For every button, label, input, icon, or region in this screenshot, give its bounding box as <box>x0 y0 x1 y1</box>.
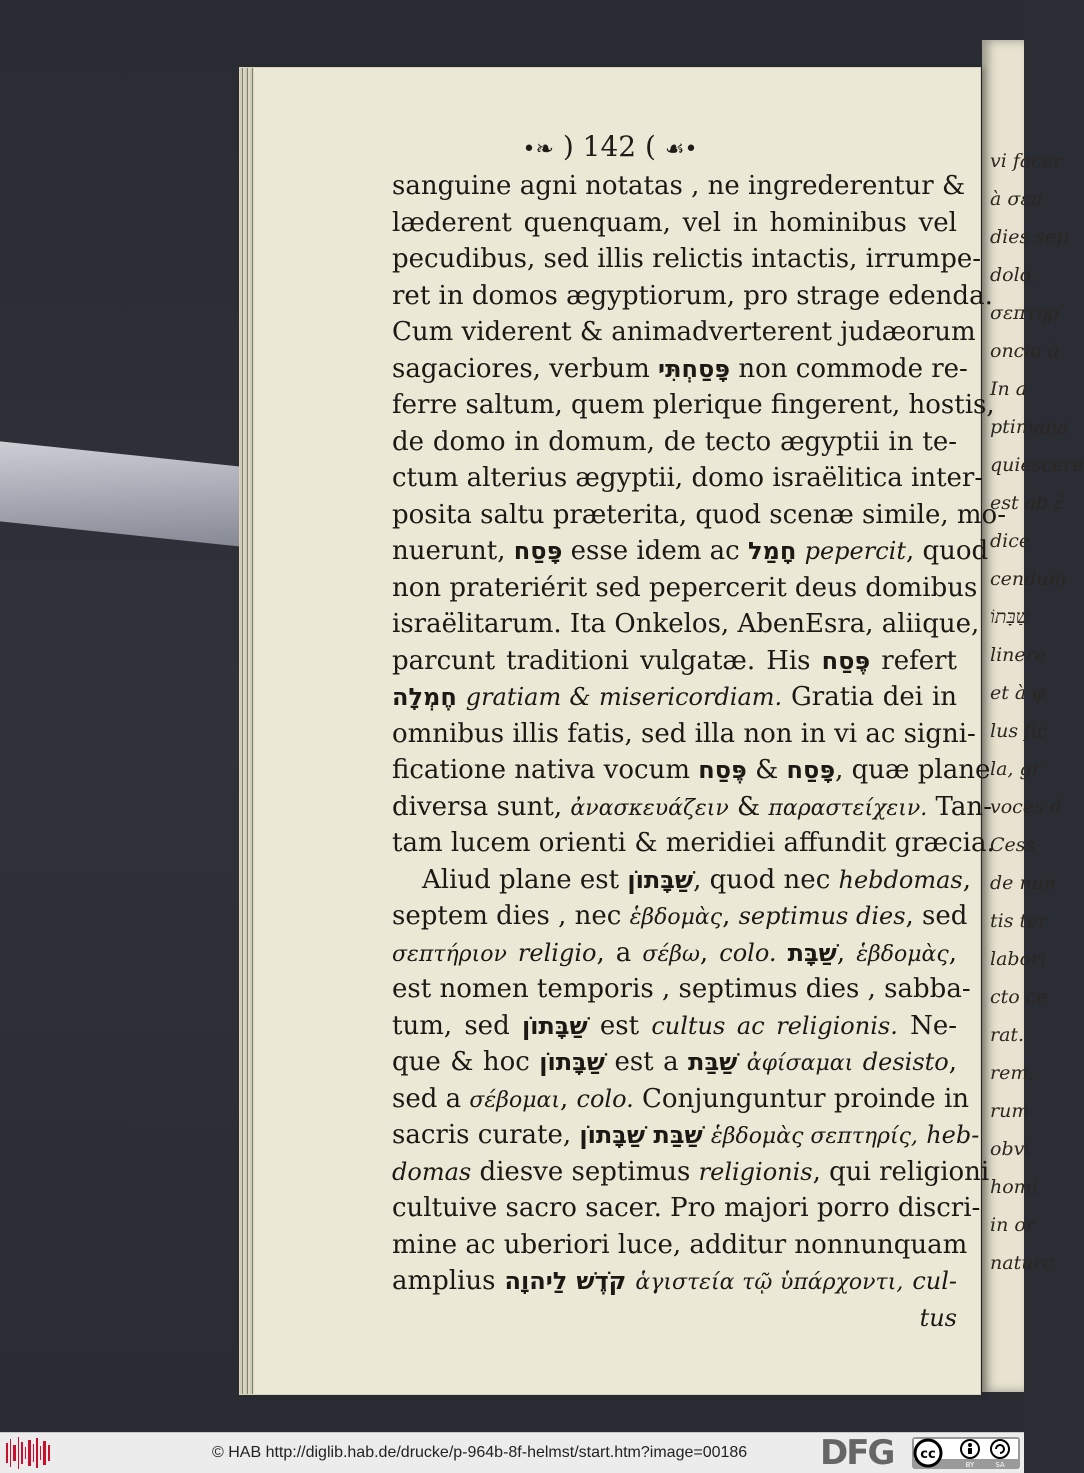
facing-page-fragment: Cess <box>990 834 1036 856</box>
text-line <box>392 1154 990 1191</box>
text-run: israëlitarum. Ita Onkelos, AbenEsra, aliique, <box>392 609 980 639</box>
text-run: , <box>948 1047 957 1077</box>
text-run <box>853 1047 862 1077</box>
hebrew-word: שַׁבָּתוֹן <box>539 1048 605 1076</box>
text-line <box>392 643 957 680</box>
greek-word: σέβομαι <box>469 1087 560 1113</box>
italic-text: domas <box>392 1157 472 1186</box>
text-line <box>392 533 989 570</box>
text-line <box>392 1190 981 1227</box>
text-run: , a <box>596 937 643 968</box>
text-run: Tan- <box>927 791 992 822</box>
italic-text: septimus dies <box>738 902 906 930</box>
text-run: , sed <box>905 901 968 931</box>
facing-page <box>982 40 1084 1392</box>
italic-text: colo. <box>576 1084 634 1113</box>
facing-page-fragment: est ab ε̉ <box>990 492 1065 514</box>
greek-word: σέβω <box>642 941 700 967</box>
text-line <box>392 424 957 461</box>
text-line <box>392 1227 968 1264</box>
facing-page-fragment: In a <box>990 378 1028 400</box>
text-run: ficatione nativa vocum <box>392 755 699 785</box>
hebrew-word: שַׁבַּת שַׁבָּתוֹן <box>579 1121 703 1149</box>
text-run: , <box>559 1083 577 1114</box>
cc-license-icon[interactable] <box>912 1437 1020 1469</box>
text-run <box>903 1266 912 1296</box>
facing-page-fragment: la, gr <box>990 758 1041 780</box>
text-run <box>507 938 518 968</box>
facing-page-fragment: et à φ <box>990 682 1046 704</box>
text-run: est a <box>604 1047 689 1077</box>
text-run: sagaciores, verbum <box>392 353 659 384</box>
hebrew-word: פֶּסַח <box>821 646 871 675</box>
facing-page-fragment: voces d <box>990 796 1063 818</box>
facing-page-fragment: à σεπ <box>990 188 1044 210</box>
text-run: sanguine agni notatas , ne ingrederentur & <box>392 171 966 201</box>
text-run <box>626 1266 635 1296</box>
greek-word: ἀφίσαμαι <box>746 1051 854 1076</box>
text-run: ctum alterius ægyptii, domo israëlitica inter- <box>392 463 984 493</box>
text-line <box>392 570 978 607</box>
text-run: sed a <box>392 1083 470 1114</box>
italic-text: heb- <box>926 1121 980 1149</box>
facing-page-fragment: obvi <box>990 1138 1031 1160</box>
facing-page-fragment: in or <box>990 1214 1035 1236</box>
facing-page-fragment: labori <box>990 948 1047 970</box>
text-line <box>392 168 966 205</box>
text-line <box>392 825 995 862</box>
text-run: diversa sunt, <box>392 791 571 822</box>
text-run: posita saltu præterita, quod scenæ simile, mo- <box>392 499 1006 530</box>
text-run: Aliud plane est <box>422 864 628 895</box>
hab-barcode-logo[interactable] <box>6 1437 50 1469</box>
dfg-logo[interactable]: DFG <box>820 1433 894 1473</box>
facing-page-fragment: rem, <box>990 1062 1035 1084</box>
text-run <box>703 1120 711 1150</box>
facing-page-fragment: dies sep <box>990 226 1069 248</box>
text-line <box>392 971 971 1008</box>
facing-page-fragment: ptimana <box>990 416 1069 438</box>
text-line <box>392 1263 957 1300</box>
text-run: cultuive sacro sacer. Pro majori porro discri- <box>392 1193 981 1223</box>
text-run: Conjunguntur proinde in <box>633 1083 970 1114</box>
page-number-header <box>240 130 980 163</box>
copyright-url[interactable]: © HAB http://diglib.hab.de/drucke/p-964b-8f-helmst/start.htm?image=00186 <box>212 1444 748 1461</box>
facing-page-fragment: homi <box>990 1176 1038 1198</box>
text-run: diesve septimus <box>471 1156 699 1187</box>
facing-page-fragment: dice <box>990 530 1031 552</box>
text-line <box>392 387 995 424</box>
hebrew-word: פָּסַח <box>786 756 836 784</box>
text-line <box>392 606 980 643</box>
text-run: , <box>722 901 739 931</box>
text-line <box>392 1044 957 1081</box>
text-run: & <box>746 755 787 785</box>
text-line <box>392 278 993 315</box>
text-line <box>392 314 976 351</box>
text-run: , <box>699 937 720 968</box>
greek-word: ἁγιστεία τῷ ὑπάρχοντι, <box>635 1270 904 1295</box>
text-run: tum, sed <box>392 1010 522 1041</box>
italic-text: hebdomas <box>838 865 963 894</box>
text-run <box>457 682 466 712</box>
facing-page-fragment: lus fic <box>990 720 1048 742</box>
text-run <box>796 536 804 566</box>
hebrew-word: שַׁבָּתוֹן <box>627 865 694 894</box>
hebrew-word: שַׁבַּת <box>688 1048 738 1076</box>
text-run: , <box>962 864 971 895</box>
text-run: amplius <box>392 1266 505 1296</box>
italic-text: cultus ac religionis. <box>651 1011 898 1040</box>
text-run: nuerunt, <box>392 536 514 566</box>
text-run <box>777 938 788 968</box>
facing-page-fragment: שַׁבָּתוֹ <box>990 606 1030 628</box>
text-line <box>392 898 968 935</box>
text-run: Cum viderent & animadverterent judæorum <box>392 317 976 347</box>
greek-word: παραστείχειν. <box>768 795 928 821</box>
viewer-footer <box>0 1432 1024 1473</box>
facing-page-fragment: dolo. <box>990 264 1037 286</box>
facing-page-fragment: tis ter <box>990 910 1048 932</box>
page-number: ) 142 ( <box>562 130 656 163</box>
facing-page-fragment: naturc <box>990 1252 1054 1274</box>
facing-page-fragment: linere <box>990 644 1046 666</box>
text-run: est <box>587 1010 652 1041</box>
greek-word: ἀνασκευάζειν <box>570 795 729 821</box>
hebrew-word: שַׁבָּת <box>787 938 837 967</box>
text-run: , <box>836 937 857 968</box>
hebrew-word: חֶמְלָה <box>392 683 457 711</box>
text-line <box>392 862 971 899</box>
text-line <box>392 351 968 388</box>
text-line <box>392 1008 957 1045</box>
facing-page-fragment: σεπτηρ <box>990 302 1059 324</box>
hebrew-word: חָמַל <box>747 537 797 565</box>
text-run: omnibus illis fatis, sed illa non in vi ac signi- <box>392 718 976 749</box>
text-run: que & hoc <box>392 1047 540 1077</box>
greek-word: ἑβδομὰς <box>629 905 723 930</box>
hebrew-word: קֹדֶשׁ לַיהוָה <box>504 1267 627 1295</box>
text-run: tam lucem orienti & meridiei affundit græcia. <box>392 828 995 858</box>
text-run: esse idem ac <box>562 536 748 566</box>
text-run: Ne- <box>897 1010 957 1041</box>
text-line <box>392 752 991 789</box>
text-line <box>392 679 957 716</box>
sa-label: SA <box>995 1461 1005 1469</box>
italic-text: cul- <box>912 1267 958 1295</box>
book-page <box>240 68 1006 1394</box>
text-run <box>737 1047 746 1077</box>
italic-text: desisto <box>862 1048 949 1076</box>
greek-word: ἑβδομὰς σεπτηρίς, <box>710 1124 918 1149</box>
header-ornament-left: •❧ <box>522 137 554 162</box>
italic-text: colo. <box>719 938 777 967</box>
hebrew-word: שַׁבָּתוֹן <box>521 1011 588 1040</box>
facing-page-fragment: oncio à <box>990 340 1060 362</box>
text-line <box>392 1081 970 1118</box>
text-run <box>918 1120 926 1150</box>
text-run: est nomen temporis , septimus dies , sabba- <box>392 974 971 1004</box>
text-line <box>392 789 992 826</box>
facing-page-fragment: cto ce <box>990 986 1048 1008</box>
text-run: mine ac uberiori luce, additur nonnunquam <box>392 1229 968 1260</box>
text-line <box>392 935 957 972</box>
text-line <box>392 497 1006 534</box>
hebrew-word: פֶּסַח <box>698 756 747 784</box>
italic-text: religio <box>517 938 597 967</box>
text-run: refert <box>870 645 958 676</box>
cc-text: cc <box>920 1447 936 1462</box>
text-run: parcunt traditioni vulgatæ. His <box>392 645 822 676</box>
text-run: læderent quenquam, vel in hominibus vel <box>392 207 957 238</box>
italic-text: gratiam & misericordiam. <box>465 683 783 711</box>
text-run: , quod nec <box>693 864 839 895</box>
text-run: , quæ plane <box>835 755 991 785</box>
by-label: BY <box>965 1461 975 1469</box>
text-line <box>392 205 957 242</box>
italic-text: tus <box>919 1303 957 1332</box>
text-line <box>392 460 984 497</box>
page-edge <box>240 68 254 1394</box>
greek-word: σεπτήριον <box>392 941 507 967</box>
text-run: & <box>728 791 769 822</box>
text-run: ferre saltum, quem plerique fingerent, hostis, <box>392 390 995 420</box>
facing-page-fragment: rat. <box>990 1024 1025 1046</box>
text-line <box>392 1117 980 1154</box>
facing-page-fragment: cendum <box>990 568 1067 590</box>
text-line <box>392 1300 957 1337</box>
text-line <box>392 241 982 278</box>
facing-page-fragment: vi facer <box>990 150 1063 172</box>
facing-page-fragment: quiescere <box>990 454 1084 476</box>
text-run: ret in domos ægyptiorum, pro strage edenda. <box>392 280 993 311</box>
text-run: de domo in domum, de tecto ægyptii in te- <box>392 426 957 457</box>
hebrew-word: פָּסַחְתִּי <box>658 354 731 383</box>
facing-page-fragment: de nun <box>990 872 1057 894</box>
text-run: sacris curate, <box>392 1120 580 1150</box>
text-run: , quod <box>905 536 989 566</box>
text-line <box>392 716 976 753</box>
text-run: , <box>948 937 957 968</box>
hebrew-word: פָּסַח <box>513 537 563 565</box>
italic-text: religionis <box>698 1157 813 1186</box>
text-run: septem dies , nec <box>392 901 630 931</box>
italic-text: pepercit <box>804 537 906 565</box>
greek-word: ἑβδομὰς <box>856 941 949 967</box>
text-run: pecudibus, sed illis relictis intactis, irrumpe- <box>392 244 982 274</box>
facing-page-fragment: rum <box>990 1100 1030 1122</box>
text-run: Gratia dei in <box>782 682 957 712</box>
page-text-block <box>392 168 1006 1336</box>
text-run: , qui religioni <box>812 1156 990 1187</box>
text-run: non commode re- <box>730 353 968 384</box>
text-run: non prateriérit sed pepercerit deus domibus <box>392 572 978 603</box>
header-ornament-right: ☙• <box>664 137 698 162</box>
